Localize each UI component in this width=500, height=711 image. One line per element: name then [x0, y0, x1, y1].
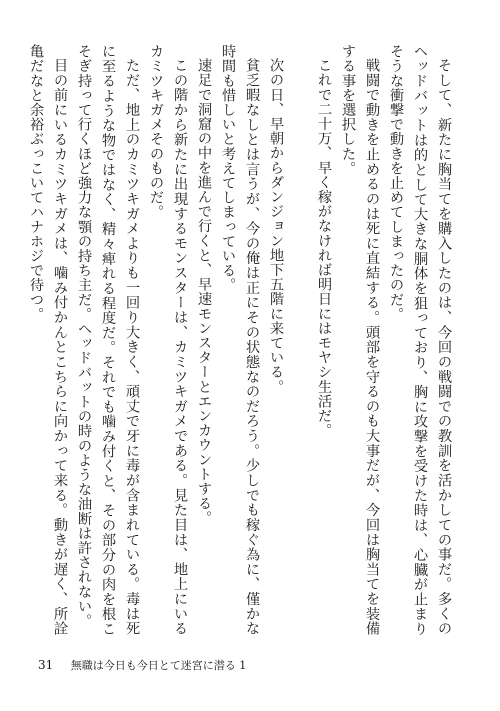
paragraph: ただ、地上のカミツキガメよりも一回り大きく、頑丈で牙に毒が含まれている。毒は死に至るような物ではなく、精々痺れる程度だ。それでも噛み付くと、その部分の肉を根こそぎ持って行くほど強力な顎の持ち主だ。ヘッドバットの時のような油断は許されない。	[76, 44, 140, 636]
paragraph: 戦闘で動きを止めるのは死に直結する。頭部を守るのも大事だが、今回は胸当てを装備する事を選択した。	[340, 44, 380, 636]
paragraph: これで二十万、早く稼がなければ明日にはモヤシ生活だ。	[316, 58, 332, 438]
book-title: 無職は今日も今日とて迷宮に潜る 1	[70, 659, 247, 672]
paragraph: そして、新たに胸当てを購入したのは、今回の戦闘での教訓を活かしての事だ。多くのヘッドバットは的として大きな胴体を狙っており、胸に攻撃を受けた時は、心臓が止まりそうな衝撃で動きを止めてしまったのだ。	[388, 44, 452, 636]
paragraph: 速足で洞窟の中を進んで行くと、早速モンスターとエンカウントする。	[196, 58, 212, 526]
paragraph: 目の前にいるカミツキガメは、噛み付かんとこちらに向かって来る。動きが遅く、所詮亀だなと余裕ぶっこいてハナホジで待つ。	[28, 44, 68, 636]
paragraph: 貧乏暇なしとは言うが、今の俺は正にその状態なのだろう。少しでも稼ぐ為に、僅かな時間も惜しいと考えてしまっている。	[220, 44, 260, 636]
page-footer	[38, 657, 246, 673]
body-text	[28, 44, 456, 636]
page-number: 31	[38, 658, 54, 672]
blank-line	[288, 44, 312, 636]
paragraph: 次の日、早朝からダンジョン地下五階に来ている。	[268, 58, 284, 395]
paragraph: この階から新たに出現するモンスターは、カミツキガメである。見た目は、地上にいるカミツキガメそのものだ。	[148, 44, 188, 636]
